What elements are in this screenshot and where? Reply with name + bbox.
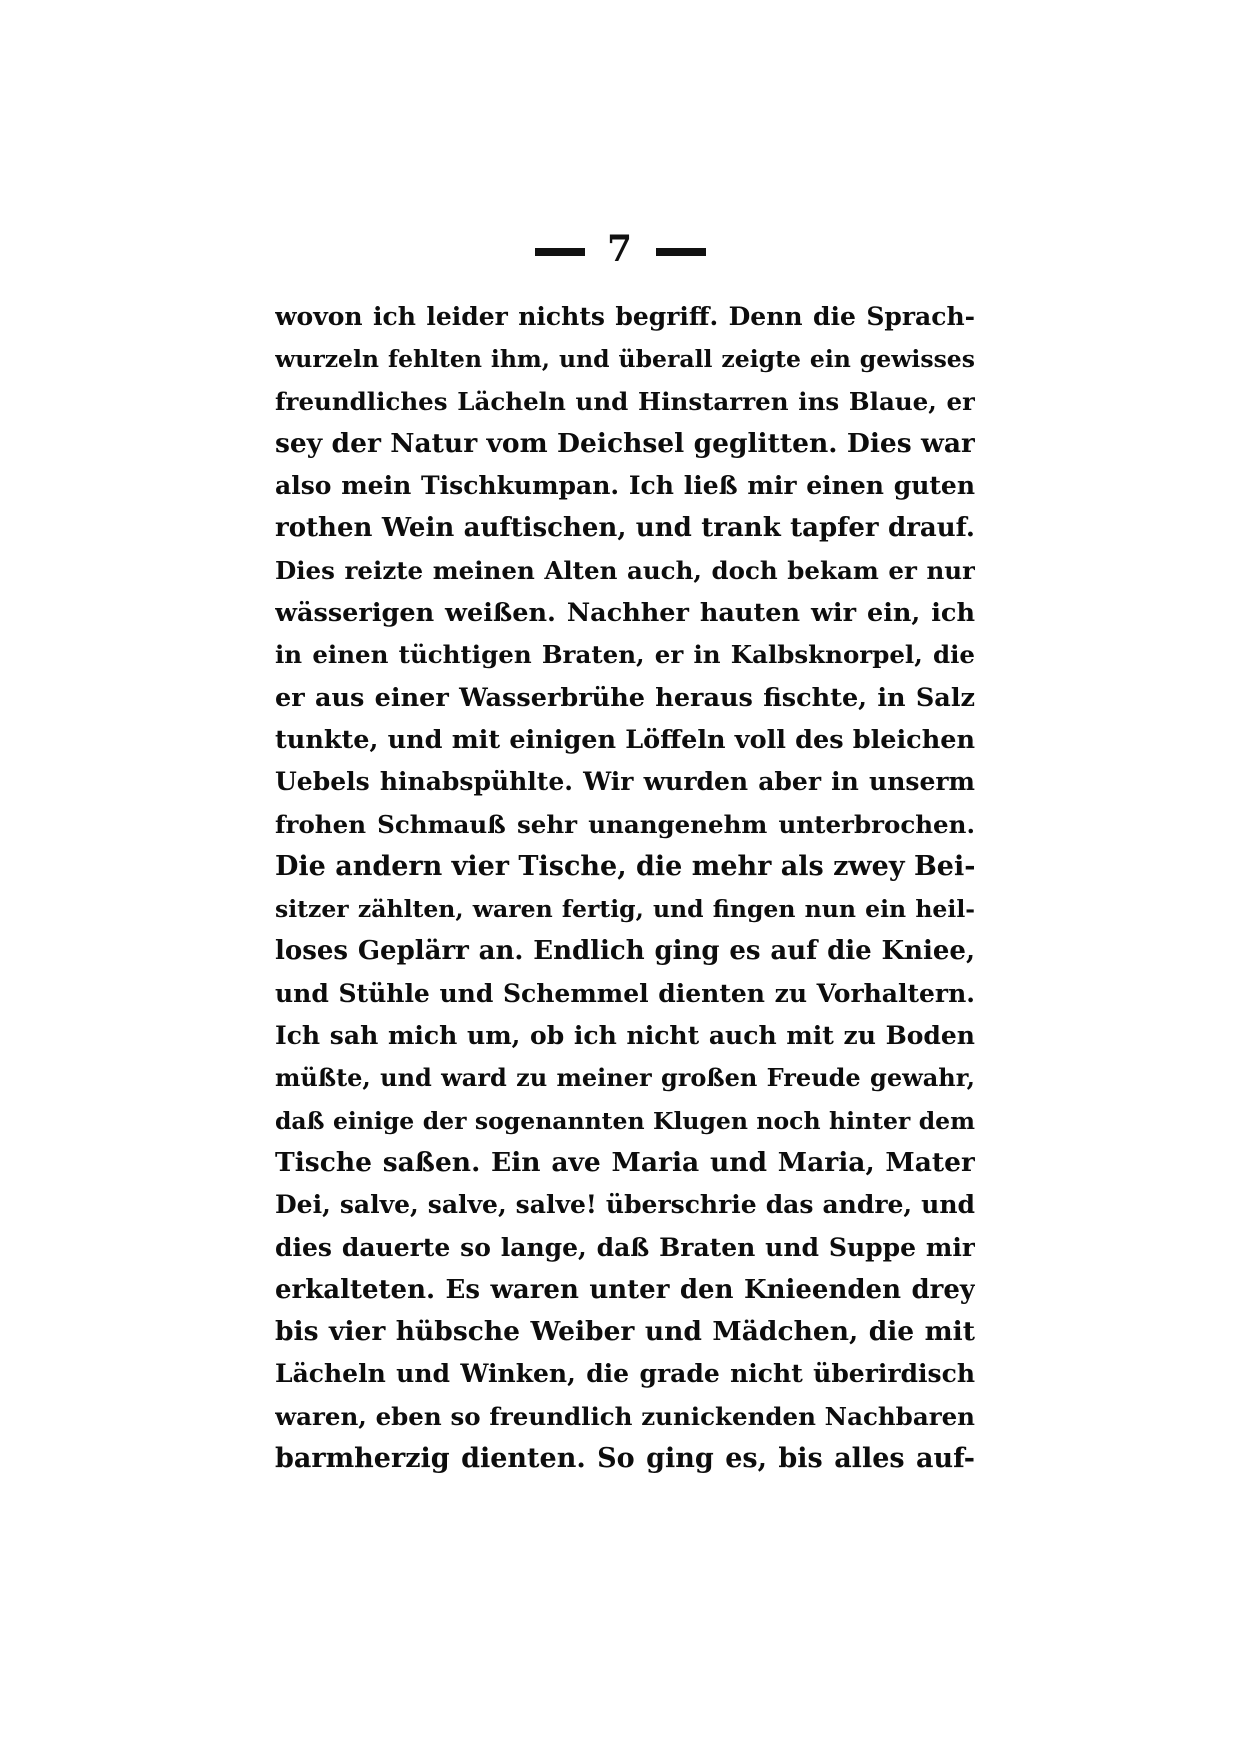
text-line: freundliches Lächeln und Hinstarren ins Blaue, er (275, 386, 975, 416)
text-line: erkalteten. Es waren unter den Knieenden drey (275, 1274, 975, 1305)
text-line: dies dauerte so lange, daß Braten und Suppe mir (275, 1232, 975, 1262)
text-line: bis vier hübsche Weiber und Mädchen, die mit (275, 1316, 975, 1348)
text-line: müßte, und ward zu meiner großen Freude gewahr, (275, 1063, 975, 1093)
text-line: wässerigen weißen. Nachher hauten wir ein, ich (275, 598, 975, 629)
text-line: Dies reizte meinen Alten auch, doch bekam er nur (275, 555, 975, 585)
text-line: Dei, salve, salve, salve! überschrie das andre, und (275, 1190, 975, 1220)
text-line: und Stühle und Schemmel dienten zu Vorhaltern. (275, 978, 975, 1008)
text-line: barmherzig dienten. So ging es, bis alles auf- (275, 1443, 975, 1475)
text-line: wurzeln fehlten ihm, und überall zeigte ein gewisses (275, 345, 975, 374)
text-line: in einen tüchtigen Braten, er in Kalbsknorpel, die (275, 640, 975, 670)
page-header (0, 228, 1241, 270)
text-line: frohen Schmauß sehr unangenehm unterbrochen. (275, 809, 975, 839)
text-line: wovon ich leider nichts begriff. Denn die Sprach- (275, 302, 975, 331)
header-dash-right (656, 248, 706, 256)
page-number: 7 (606, 228, 635, 270)
text-line: daß einige der sogenannten Klugen noch hinter dem (275, 1106, 975, 1135)
text-line: Ich sah mich um, ob ich nicht auch mit zu Boden (275, 1021, 975, 1051)
text-line: rothen Wein auftischen, und trank tapfer drauf. (275, 513, 975, 544)
text-line: sey der Natur vom Deichsel geglitten. Dies war (275, 427, 975, 459)
page-body-text (275, 296, 975, 1480)
text-line: Lächeln und Winken, die grade nicht überirdisch (275, 1359, 975, 1389)
text-line: waren, eben so freundlich zunickenden Nachbaren (275, 1401, 975, 1431)
text-line: er aus einer Wasserbrühe heraus fischte, in Salz (275, 682, 975, 713)
text-line: Uebels hinabspühlte. Wir wurden aber in unserm (275, 767, 975, 797)
text-line: sitzer zählten, waren fertig, und fingen nun ein heil- (275, 895, 975, 924)
text-line: tunkte, und mit einigen Löffeln voll des bleichen (275, 724, 975, 755)
header-dash-left (535, 248, 585, 256)
text-line: Die andern vier Tische, die mehr als zwey Bei- (275, 850, 975, 882)
text-line: also mein Tischkumpan. Ich ließ mir einen guten (275, 471, 975, 501)
text-line: Tische saßen. Ein ave Maria und Maria, Mater (275, 1146, 975, 1178)
text-line: loses Geplärr an. Endlich ging es auf die Kniee, (275, 936, 975, 967)
